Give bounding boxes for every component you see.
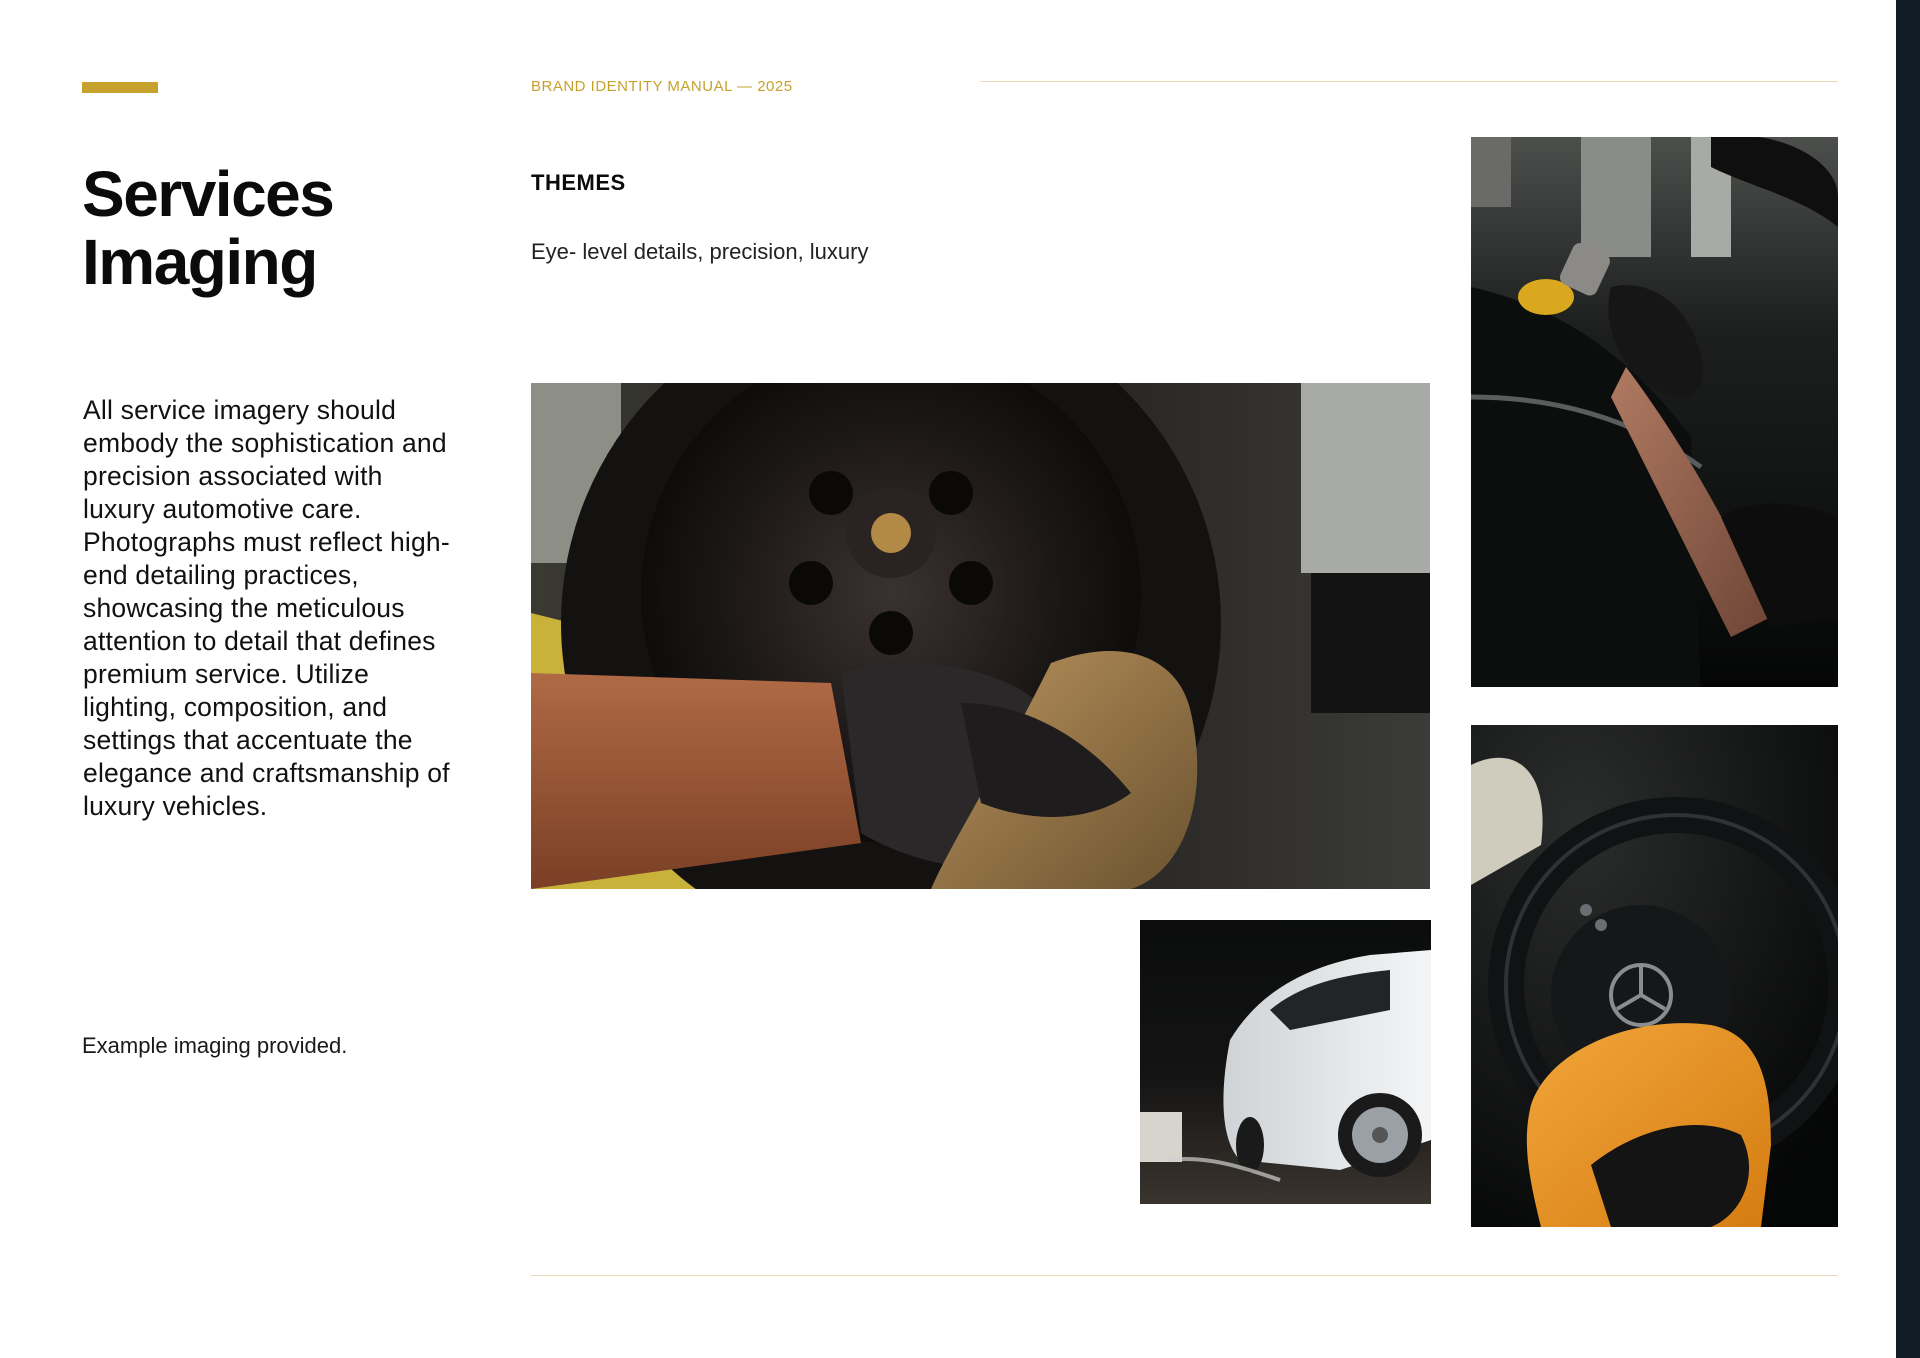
header-divider [980,81,1838,82]
right-edge-bar [1896,0,1920,1358]
page-title-line-1: Services [82,158,334,230]
themes-text: Eye- level details, precision, luxury [531,239,869,264]
footnote: Example imaging provided. [82,1033,348,1058]
wheel-cleaning-photo [531,383,1430,889]
car-wash-photo [1140,920,1431,1204]
footer-divider [531,1275,1838,1276]
steering-wheel-photo [1471,725,1838,1227]
polishing-photo [1471,137,1838,687]
header-label: BRAND IDENTITY MANUAL — 2025 [531,78,793,95]
body-paragraph: All service imagery should embody the sophistication and precision associated with luxury automotive care. Photographs must reflect high-end detailing practices, showcasing the meticulous attention to detail that defines premium service. Utilize lighting, composition, and settings that accentuate the elegance and craftsmanship of luxury vehicles. [83,395,450,821]
themes-heading: THEMES [531,170,626,195]
page-title-line-2: Imaging [82,226,317,298]
accent-bar [82,82,158,93]
page-title [82,160,482,296]
